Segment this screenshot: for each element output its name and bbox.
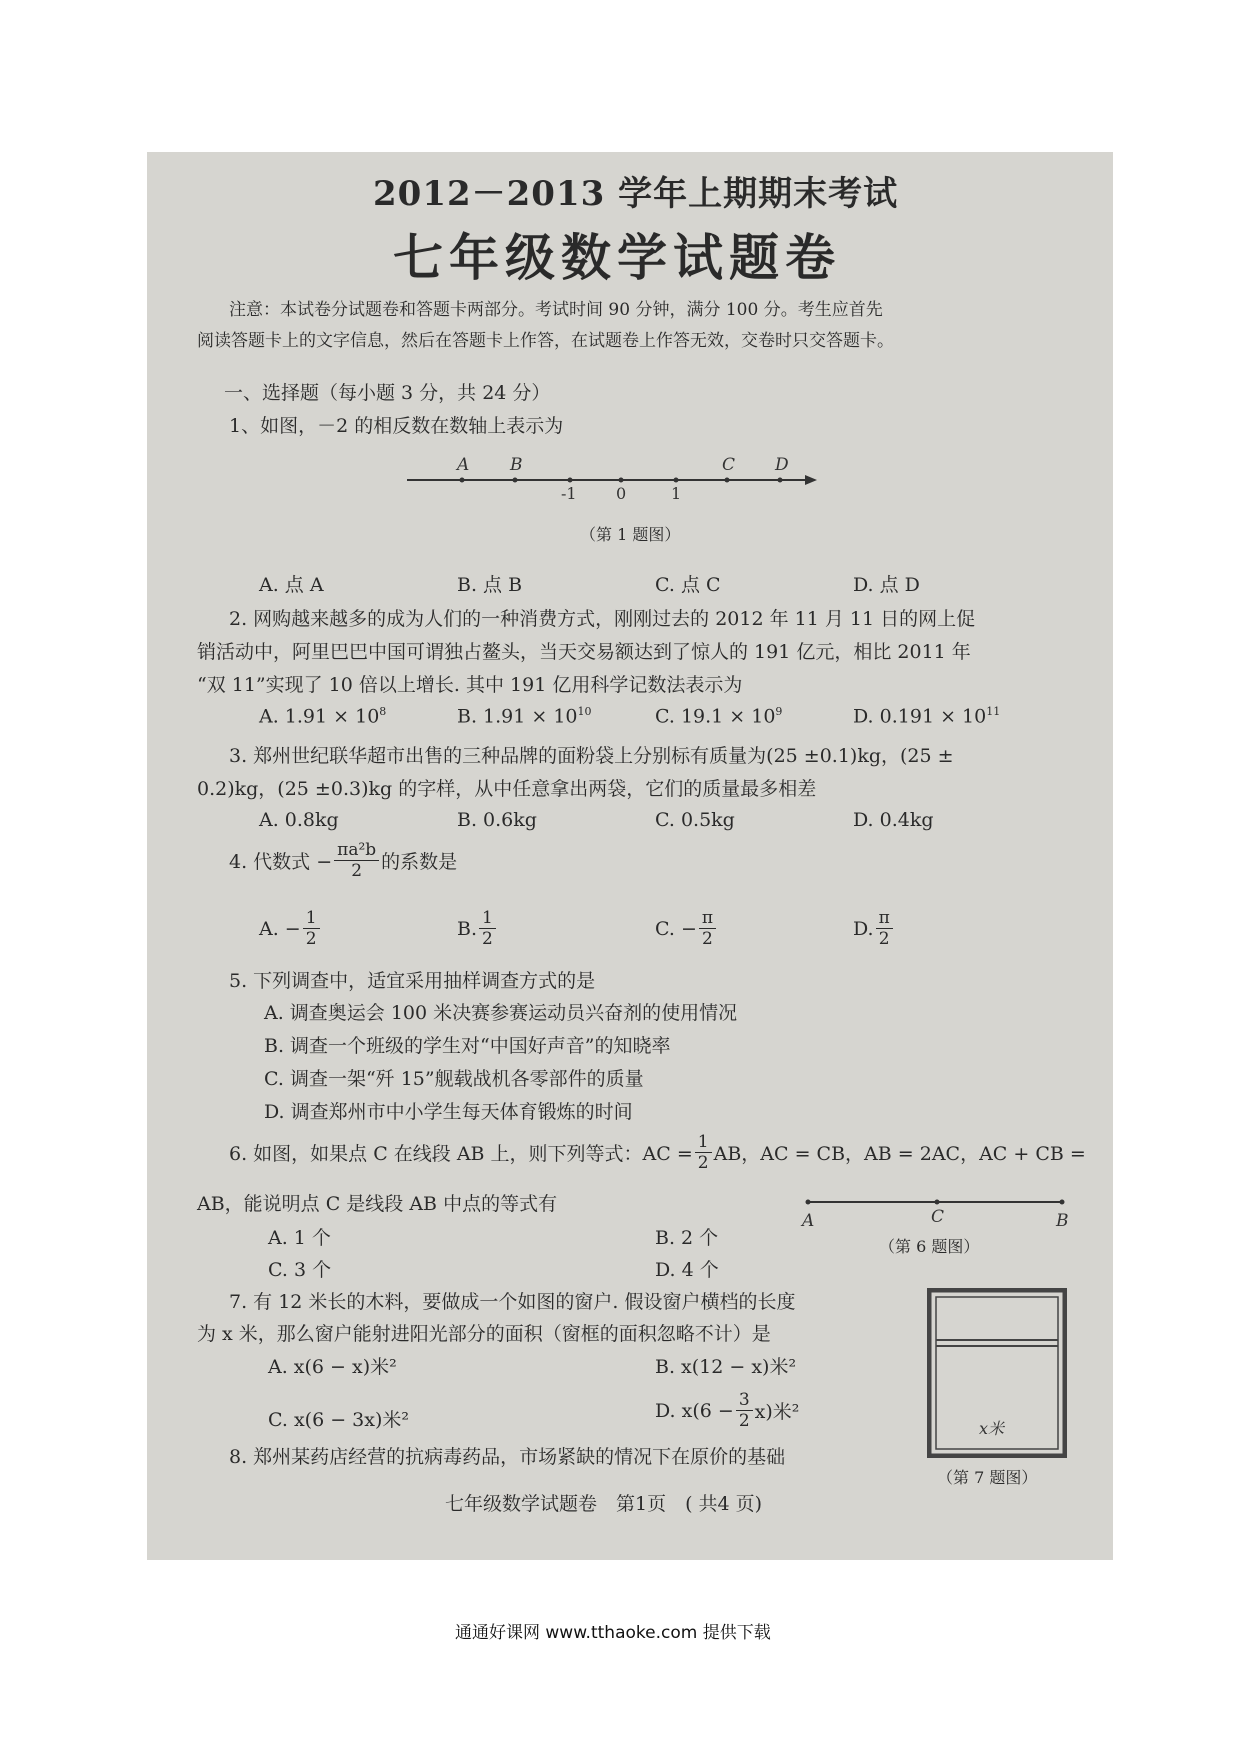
q6-line2: AB，能说明点 C 是线段 AB 中点的等式有: [197, 1193, 558, 1215]
q5-stem: 5. 下列调查中，适宜采用抽样调查方式的是: [229, 970, 596, 992]
q6-option-c: C. 3 个: [268, 1259, 332, 1281]
exam-main-title: 七年级数学试题卷: [393, 228, 841, 287]
q3-option-a: A. 0.8kg: [259, 809, 339, 831]
number-line-arrow: [805, 475, 817, 485]
segment-ab-figure: [800, 1192, 1080, 1232]
q1-option-a: A. 点 A: [259, 574, 324, 596]
q6-option-a: A. 1 个: [268, 1227, 331, 1249]
section-heading: 一、选择题（每小题 3 分，共 24 分）: [224, 382, 551, 404]
q4-option-c: C. − $\frac{\pi}{2}$: [655, 908, 718, 949]
q3-option-d: D. 0.4kg: [853, 809, 934, 831]
q1-option-c: C. 点 C: [655, 574, 721, 596]
label-b: B: [1056, 1211, 1069, 1231]
q1-option-d: D. 点 D: [853, 574, 920, 596]
q4-option-a: A. − $\frac{1}{2}$: [259, 908, 322, 949]
q6-option-d: D. 4 个: [655, 1259, 719, 1281]
tick-neg1-dot: [568, 478, 573, 483]
point-b-dot: [513, 478, 518, 483]
q2-line2: 销活动中，阿里巴巴中国可谓独占鳌头，当天交易额达到了惊人的 191 亿元，相比 2011 年: [197, 641, 971, 663]
q7-caption: （第 7 题图）: [937, 1468, 1038, 1487]
q2-line3: “双 11”实现了 10 倍以上增长. 其中 191 亿用科学记数法表示为: [197, 674, 743, 696]
tick-label-0: 0: [616, 484, 627, 500]
q6-caption: （第 6 题图）: [879, 1237, 980, 1256]
q5-option-d: D. 调查郑州市中小学生每天体育锻炼的时间: [264, 1101, 633, 1123]
exam-note-line1: 注意：本试卷分试题卷和答题卡两部分。考试时间 90 分钟，满分 100 分。考生应首先: [229, 300, 883, 320]
q4-option-b: B. $\frac{1}{2}$: [457, 908, 498, 949]
site-footer: 通通好课网 www.tthaoke.com 提供下载: [455, 1623, 771, 1643]
q5-option-c: C. 调查一架“歼 15”舰载战机各零部件的质量: [264, 1068, 644, 1090]
tick-label-neg1: -1: [561, 484, 577, 500]
q6-option-b: B. 2 个: [655, 1227, 719, 1249]
q3-line1: 3. 郑州世纪联华超市出售的三种品牌的面粉袋上分别标有质量为(25 ±0.1)kg，(25 ±: [229, 745, 954, 767]
point-c-dot: [935, 1200, 940, 1205]
q7-option-c: C. x(6 − 3x)米²: [268, 1409, 409, 1431]
exam-year-title: 2012－2013 学年上期期末考试: [373, 174, 899, 214]
q4-option-d: D. $\frac{\pi}{2}$: [853, 908, 895, 949]
q2-option-a: A. $1.91 \times 10^8$: [259, 705, 387, 728]
q3-option-c: C. 0.5kg: [655, 809, 735, 831]
window-figure: [927, 1288, 1067, 1458]
q5-option-b: B. 调查一个班级的学生对“中国好声音”的知晓率: [264, 1035, 671, 1057]
q6-line1: 6. 如图，如果点 C 在线段 AB 上，则下列等式：AC = $\frac{1}{2}$ AB，AC = CB，AB = 2AC，AC + CB =: [229, 1132, 1086, 1173]
label-a: A: [802, 1211, 815, 1231]
q4-expression: $\frac{\text{πa²b}}{2}$: [334, 840, 379, 881]
q2-option-c: C. $19.1 \times 10^9$: [655, 705, 783, 728]
q1-option-b: B. 点 B: [457, 574, 523, 596]
q5-option-a: A. 调查奥运会 100 米决赛参赛运动员兴奋剂的使用情况: [264, 1002, 738, 1024]
q1-stem: 1、如图，－2 的相反数在数轴上表示为: [229, 415, 564, 437]
q3-option-b: B. 0.6kg: [457, 809, 537, 831]
point-a-dot: [460, 478, 465, 483]
point-b-dot: [1060, 1200, 1065, 1205]
q2-line1: 2. 网购越来越多的成为人们的一种消费方式，刚刚过去的 2012 年 11 月 11 日的网上促: [229, 608, 976, 630]
q2-option-b: B. $1.91 \times 10^{10}$: [457, 705, 592, 728]
point-a-dot: [806, 1200, 811, 1205]
label-c: C: [722, 455, 736, 475]
point-c-dot: [725, 478, 730, 483]
q3-line2: 0.2)kg，(25 ±0.3)kg 的字样，从中任意拿出两袋，它们的质量最多相差: [197, 778, 817, 800]
q7-option-d: D. x(6 − $\frac{3}{2}$ x)米²: [655, 1390, 800, 1431]
q7-option-b: B. x(12 − x)米²: [655, 1356, 797, 1378]
q1-caption: （第 1 题图）: [580, 525, 681, 544]
tick-1-dot: [674, 478, 679, 483]
q4-stem: 4. 代数式 − $\frac{\text{πa²b}}{2}$ 的系数是: [229, 840, 458, 881]
label-a: A: [457, 455, 470, 475]
label-d: D: [775, 455, 789, 475]
number-line-figure: [407, 440, 817, 500]
q7-line2: 为 x 米，那么窗户能射进阳光部分的面积（窗框的面积忽略不计）是: [197, 1323, 771, 1345]
q8-line1: 8. 郑州某药店经营的抗病毒药品，市场紧缺的情况下在原价的基础: [229, 1446, 786, 1468]
scanned-exam-page: [147, 152, 1113, 1560]
page-footer: 七年级数学试题卷 第1页 ( 共4 页): [445, 1493, 763, 1515]
label-c: C: [931, 1207, 945, 1227]
tick-label-1: 1: [671, 484, 682, 500]
q2-option-d: D. $0.191 \times 10^{11}$: [853, 705, 1001, 728]
q7-line1: 7. 有 12 米长的木料，要做成一个如图的窗户. 假设窗户横档的长度: [229, 1291, 796, 1313]
label-b: B: [510, 455, 523, 475]
window-width-label: x米: [979, 1419, 1005, 1438]
q7-option-a: A. x(6 − x)米²: [268, 1356, 397, 1378]
exam-note-line2: 阅读答题卡上的文字信息，然后在答题卡上作答，在试题卷上作答无效，交卷时只交答题卡。: [197, 331, 894, 351]
point-d-dot: [778, 478, 783, 483]
tick-0-dot: [619, 478, 624, 483]
